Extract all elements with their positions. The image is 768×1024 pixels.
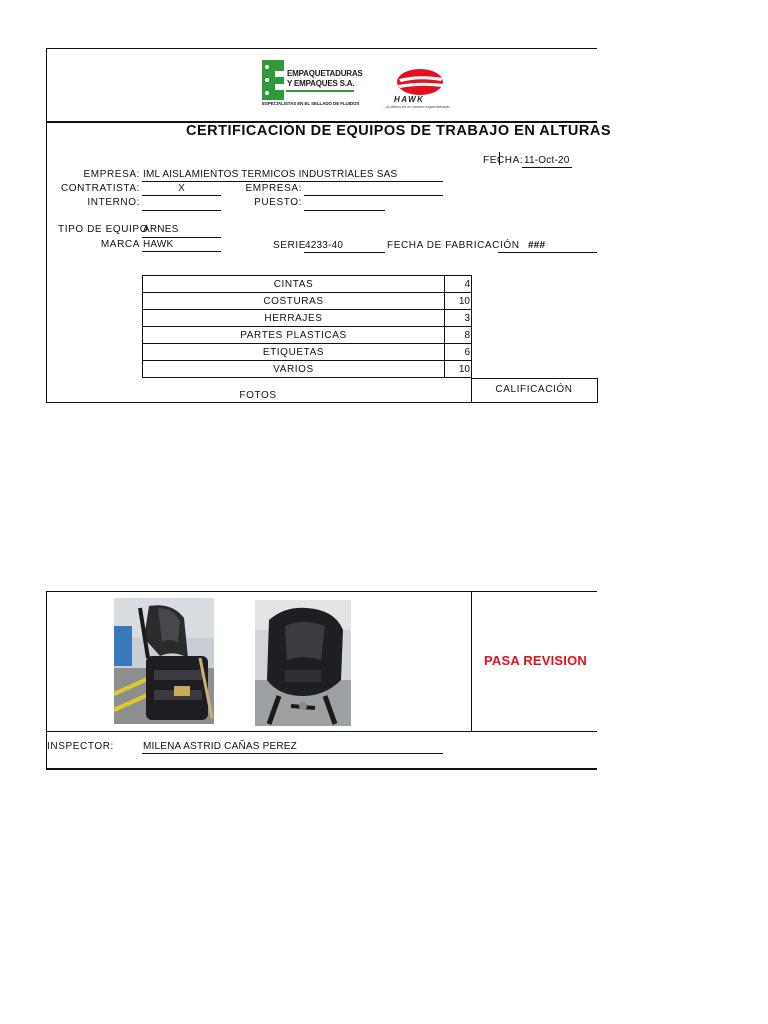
puesto-underline [304, 210, 385, 211]
fabricacion-label: FECHA DE FABRICACIÓN [387, 240, 520, 251]
company-bar [286, 90, 354, 92]
company-line-2: Y EMPAQUES S.A. [287, 79, 355, 88]
harness-front-image [114, 598, 214, 724]
interno-label: INTERNO: [87, 197, 140, 208]
item-score[interactable]: 4 [445, 276, 472, 293]
tipo-label: TIPO DE EQUIPO [58, 224, 149, 235]
fotos-label: FOTOS [239, 390, 277, 401]
item-score[interactable]: 3 [445, 310, 472, 327]
table-row [143, 310, 472, 327]
serie-value[interactable]: 4233-40 [305, 240, 344, 251]
hawk-emblem-icon [383, 68, 459, 96]
company-tagline: ESPECIALISTAS EN EL SELLADO DE FLUIDOS [262, 101, 360, 106]
interno-underline [142, 210, 221, 211]
frame-left-border [46, 48, 47, 403]
fecha-underline [522, 167, 572, 168]
empresa-value[interactable]: IML AISLAMIENTOS TERMICOS INDUSTRIALES SAS [143, 169, 398, 180]
table-row [143, 276, 472, 293]
cell-cursor [499, 152, 500, 165]
inspector-underline [142, 753, 443, 754]
serie-label: SERIE [273, 240, 307, 251]
table-row [143, 293, 472, 310]
puesto-label: PUESTO: [254, 197, 302, 208]
photos-section-bottom [46, 768, 597, 770]
fecha-label: FECHA: [483, 155, 524, 166]
item-name: COSTURAS [143, 293, 445, 310]
serie-underline [304, 252, 385, 253]
inspector-label: INSPECTOR: [47, 741, 114, 752]
result-status: PASA REVISION [484, 653, 588, 668]
calificacion-label: CALIFICACIÓN [495, 384, 573, 395]
fabricacion-value[interactable]: ### [528, 240, 546, 251]
harness-back-image [255, 600, 351, 726]
brand-name: HAWK [394, 95, 425, 104]
brand-slogan: ...la Altura es el camino especializado [383, 104, 450, 109]
item-score[interactable]: 10 [445, 293, 472, 310]
contratista-label: CONTRATISTA: [60, 183, 140, 194]
tipo-underline [142, 237, 221, 238]
table-row [143, 344, 472, 361]
fecha-value[interactable]: 11-Oct-20 [524, 155, 570, 166]
harness-photo-back [255, 600, 351, 726]
calificacion-box-top [471, 378, 597, 379]
harness-photo-front [114, 598, 214, 724]
page-title: CERTIFICACIÓN DE EQUIPOS DE TRABAJO EN ALTURAS [186, 123, 611, 139]
company-line-1: EMPAQUETADURAS [287, 69, 363, 78]
empaquetaduras-logo [262, 60, 363, 110]
item-name: VARIOS [143, 361, 445, 378]
table-row [143, 327, 472, 344]
empresa2-label: EMPRESA: [245, 183, 302, 194]
frame-section-bottom [46, 402, 597, 403]
photos-section-top [46, 591, 597, 592]
table-row [143, 361, 472, 378]
empresa-underline [142, 181, 443, 182]
hawk-logo [383, 68, 459, 110]
empresa2-underline [304, 195, 443, 196]
item-name: PARTES PLASTICAS [143, 327, 445, 344]
item-name: ETIQUETAS [143, 344, 445, 361]
item-name: HERRAJES [143, 310, 445, 327]
photos-result-divider [471, 591, 472, 731]
empaquetaduras-mark-icon [262, 60, 284, 100]
inspector-value[interactable]: MILENA ASTRID CAÑAS PEREZ [143, 741, 297, 752]
calificacion-box-right [597, 378, 598, 403]
item-score[interactable]: 6 [445, 344, 472, 361]
inspector-divider [46, 731, 597, 732]
empresa-label: EMPRESA: [83, 169, 140, 180]
marca-label: MARCA [100, 239, 140, 250]
item-score[interactable]: 10 [445, 361, 472, 378]
tipo-value[interactable]: ARNES [143, 224, 179, 235]
evaluation-table [142, 275, 472, 378]
item-name: CINTAS [143, 276, 445, 293]
item-score[interactable]: 8 [445, 327, 472, 344]
frame-top-border [46, 48, 597, 49]
marca-underline [142, 251, 221, 252]
contratista-underline [142, 195, 221, 196]
marca-value[interactable]: HAWK [143, 239, 174, 250]
company-name [287, 69, 363, 89]
fabricacion-underline [498, 252, 597, 253]
contratista-value[interactable]: X [178, 183, 185, 194]
